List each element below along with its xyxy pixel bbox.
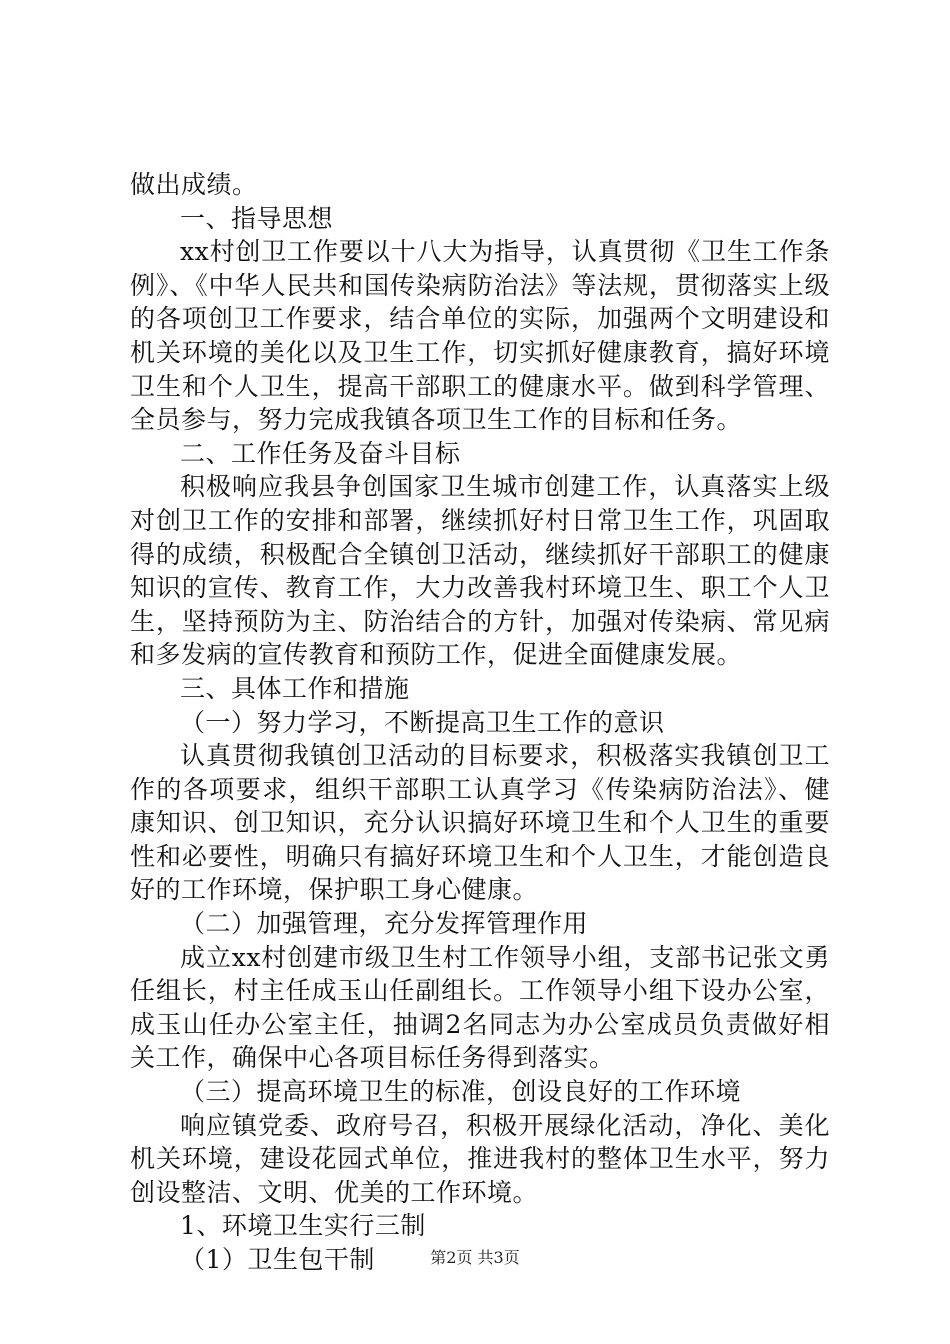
paragraph: 成立xx村创建市级卫生村工作领导小组，支部书记张文勇任组长，村主任成玉山任副组长。工作领导小组下设办公室，成玉山任办公室主任，抽调2名同志为办公室成员负责做好相关工作，确保中心各项目标任务得到落实。 <box>130 942 830 1073</box>
section-heading: 一、指导思想 <box>180 203 334 233</box>
subsection-heading: （二）加强管理，充分发挥管理作用 <box>180 909 589 939</box>
paragraph: 做出成绩。 <box>130 170 258 199</box>
document-body <box>130 168 830 1277</box>
section-heading: 二、工作任务及奋斗目标 <box>180 438 461 468</box>
subsection-heading: （三）提高环境卫生的标准，创设良好的工作环境 <box>180 1077 742 1107</box>
item-heading: 1、环境卫生实行三制 <box>180 1211 426 1241</box>
page-footer <box>0 1245 950 1268</box>
paragraph: 响应镇党委、政府号召，积极开展绿化活动，净化、美化机关环境，建设花园式单位，推进我村的整体卫生水平，努力创设整洁、文明、优美的工作环境。 <box>130 1110 830 1207</box>
paragraph: 认真贯彻我镇创卫活动的目标要求，积极落实我镇创卫工作的各项要求，组织干部职工认真学习《传染病防治法》、健康知识、创卫知识，充分认识搞好环境卫生和个人卫生的重要性和必要性，明确只有搞好环境卫生和个人卫生，才能创造良好的工作环境，保护职工身心健康。 <box>130 741 830 905</box>
subsection-heading: （一）努力学习，不断提高卫生工作的意识 <box>180 707 665 737</box>
page-number: 第2页 共3页 <box>430 1248 520 1267</box>
paragraph: xx村创卫工作要以十八大为指导，认真贯彻《卫生工作条例》、《中华人民共和国传染病防治法》等法规，贯彻落实上级的各项创卫工作要求，结合单位的实际，加强两个文明建设和机关环境的美化以及卫生工作，切实抓好健康教育，搞好环境卫生和个人卫生，提高干部职工的健康水平。做到科学管理、全员参与，努力完成我镇各项卫生工作的目标和任务。 <box>130 237 830 435</box>
section-heading: 三、具体工作和措施 <box>180 673 410 703</box>
item-heading: （1）卫生包干制 <box>180 1245 375 1274</box>
paragraph: 积极响应我县争创国家卫生城市创建工作，认真落实上级对创卫工作的安排和部署，继续抓好村日常卫生工作，巩固取得的成绩，积极配合全镇创卫活动，继续抓好干部职工的健康知识的宣传、教育工作，大力改善我村环境卫生、职工个人卫生，坚持预防为主、防治结合的方针，加强对传染病、常见病和多发病的宣传教育和预防工作，促进全面健康发展。 <box>130 472 830 670</box>
